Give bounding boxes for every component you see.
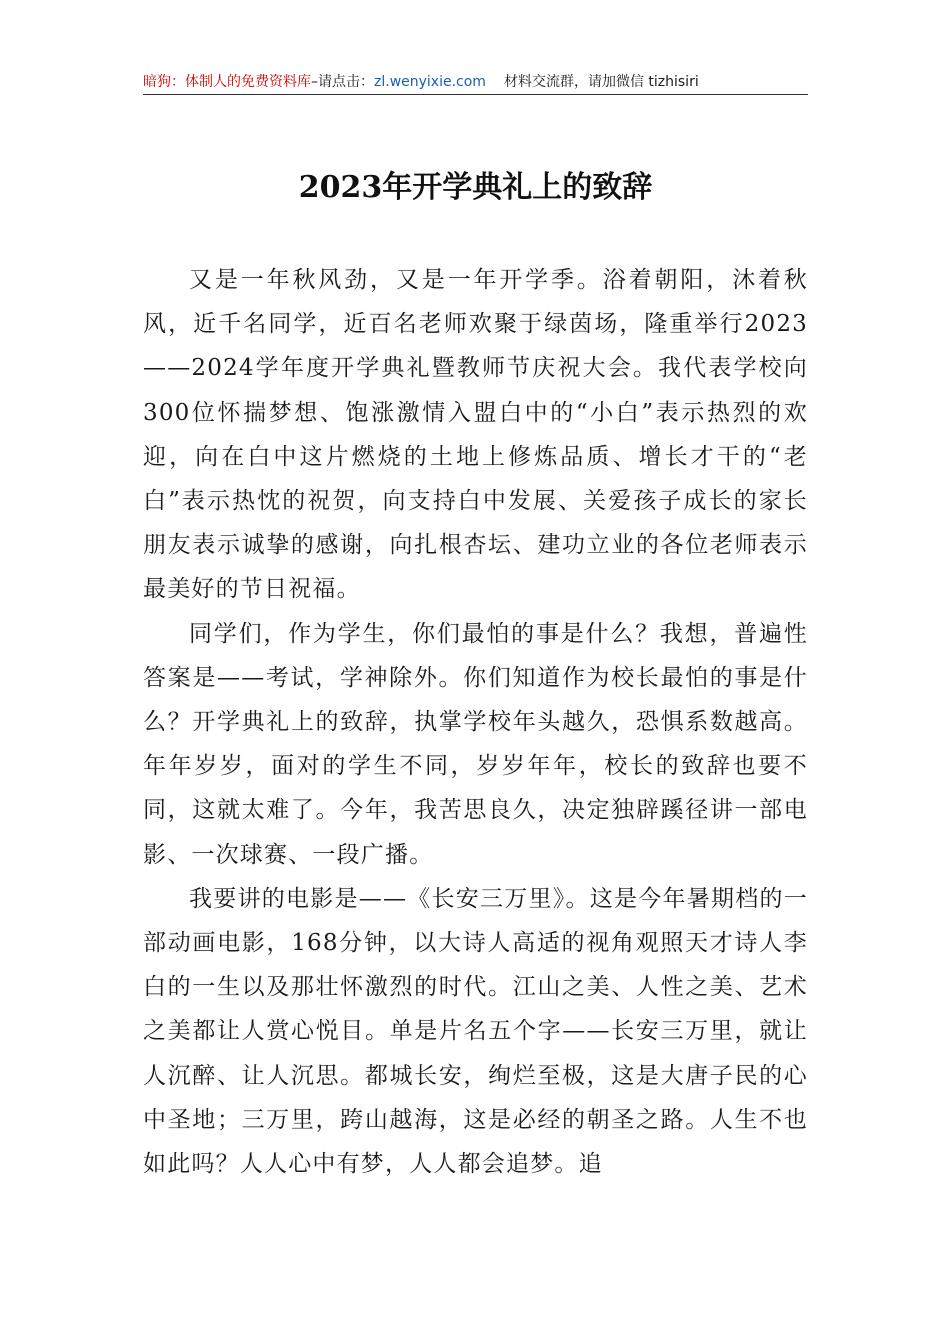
paragraph-2: 同学们，作为学生，你们最怕的事是什么？我想，普遍性答案是——考试，学神除外。你们知道作为校长最怕的事是什么？开学典礼上的致辞，执掌学校年头越久，恐惧系数越高。年年岁岁，面对的学生不同，岁岁年年，校长的致辞也要不同，这就太难了。今年，我苦思良久，决定独辟蹊径讲一部电影、一次球赛、一段广播。 bbox=[143, 620, 808, 868]
paragraph-1: 又是一年秋风劲，又是一年开学季。浴着朝阳，沐着秋风，近千名同学，近百名老师欢聚于绿茵场，隆重举行2023——2024学年度开学典礼暨教师节庆祝大会。我代表学校向300位怀揣梦想、饱涨激情入盟白中的“小白”表示热烈的欢迎，向在白中这片燃烧的土地上修炼品质、增长才干的“老白”表示热忱的祝贺，向支持白中发展、关爱孩子成长的家长朋友表示诚挚的感谢，向扎根杏坛、建功立业的各位老师表示最美好的节日祝福。 bbox=[143, 267, 808, 603]
document-body bbox=[143, 258, 808, 1186]
header-brand-link[interactable]: 暗狗：体制人的免费资料库 bbox=[143, 74, 311, 90]
document-title: 2023年开学典礼上的致辞 bbox=[298, 170, 653, 205]
header-separator: –请点击： bbox=[311, 74, 374, 90]
header-group-info: 材料交流群，请加微信 tizhisiri bbox=[503, 74, 699, 90]
header-website-link[interactable]: zl.wenyixie.com bbox=[374, 74, 486, 90]
page-header bbox=[143, 66, 808, 95]
paragraph-3: 我要讲的电影是——《长安三万里》。这是今年暑期档的一部动画电影，168分钟，以大诗人高适的视角观照天才诗人李白的一生以及那壮怀激烈的时代。江山之美、人性之美、艺术之美都让人赏心悦目。单是片名五个字——长安三万里，就让人沉醉、让人沉思。都城长安，绚烂至极，这是大唐子民的心中圣地；三万里，跨山越海，这是必经的朝圣之路。人生不也如此吗？人人心中有梦，人人都会追梦。追 bbox=[143, 885, 808, 1178]
